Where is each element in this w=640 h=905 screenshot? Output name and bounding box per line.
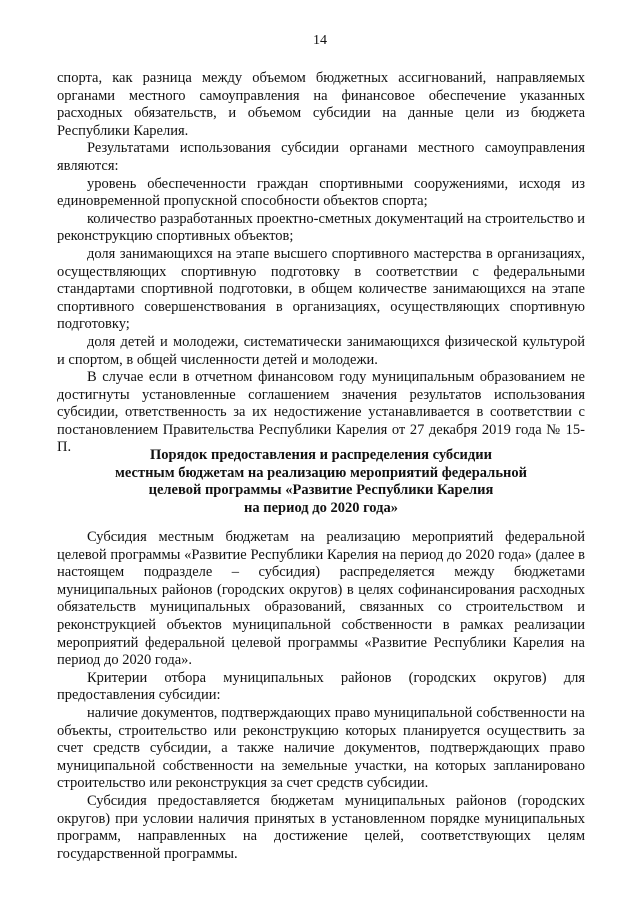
- paragraph: Критерии отбора муниципальных районов (городских округов) для предоставления субсидии:: [57, 669, 585, 704]
- heading-line: целевой программы «Развитие Республики Карелия: [148, 482, 494, 499]
- paragraph: наличие документов, подтверждающих право муниципальной собственности на объекты, строительство или реконструкцию которых планируется осуществить за счет средств субсидии, а также наличие документов, подтверждающих право муниципальной собственности на земельные участки, на которых запланировано строительство или реконструкция за счет средств субсидии.: [57, 704, 585, 792]
- section-heading: [57, 447, 585, 517]
- body-text-top: [57, 70, 585, 457]
- heading-line: местным бюджетам на реализацию мероприятий федеральной: [115, 464, 527, 481]
- heading-line: на период до 2020 года»: [244, 499, 398, 516]
- paragraph: количество разработанных проектно-сметных документаций на строительство и реконструкцию спортивных объектов;: [57, 210, 585, 245]
- heading-line: Порядок предоставления и распределения субсидии: [150, 447, 492, 463]
- paragraph: Субсидия предоставляется бюджетам муниципальных районов (городских округов) при условии наличия принятых в установленном порядке муниципальных программ, направленных на достижение целей, соответствующих целям государственной программы.: [57, 792, 585, 862]
- page-number: 14: [313, 33, 327, 48]
- paragraph: доля детей и молодежи, систематически занимающихся физической культурой и спортом, в общей численности детей и молодежи.: [57, 333, 585, 368]
- paragraph: доля занимающихся на этапе высшего спортивного мастерства в организациях, осуществляющих спортивную подготовку в соответствии с федеральными стандартами спортивной подготовки, в общем количестве занимающихся на этапе спортивного совершенствования в организациях, осуществляющих спортивную подготовку;: [57, 245, 585, 333]
- paragraph: спорта, как разница между объемом бюджетных ассигнований, направляемых органами местного самоуправления на финансовое обеспечение указанных расходных обязательств, и объемом субсидии на данные цели из бюджета Республики Карелия.: [57, 70, 585, 139]
- paragraph: Результатами использования субсидии органами местного самоуправления являются:: [57, 140, 585, 174]
- paragraph: Субсидия местным бюджетам на реализацию мероприятий федеральной целевой программы «Развитие Республики Карелия на период до 2020 года» (далее в настоящем подразделе – субсидия) распределяется между бюджетами муниципальных районов (городских округов) в целях софинансирования расходных обязательств муниципальных образований, связанных со строительством и реконструкцией объектов муниципальной собственности в рамках реализации мероприятий федеральной целевой программы «Развитие Республики Карелия на период до 2020 года».: [57, 529, 585, 669]
- paragraph: В случае если в отчетном финансовом году муниципальным образованием не достигнуты установленные соглашением значения результатов использования субсидии, ответственность за их недостижение устанавливается в соответствии с постановлением Правительства Республики Карелия от 27 декабря 2019 года № 15-П.: [57, 369, 585, 456]
- body-text-bottom: [57, 529, 585, 863]
- paragraph: уровень обеспеченности граждан спортивными сооружениями, исходя из единовременной пропускной способности объектов спорта;: [57, 175, 585, 210]
